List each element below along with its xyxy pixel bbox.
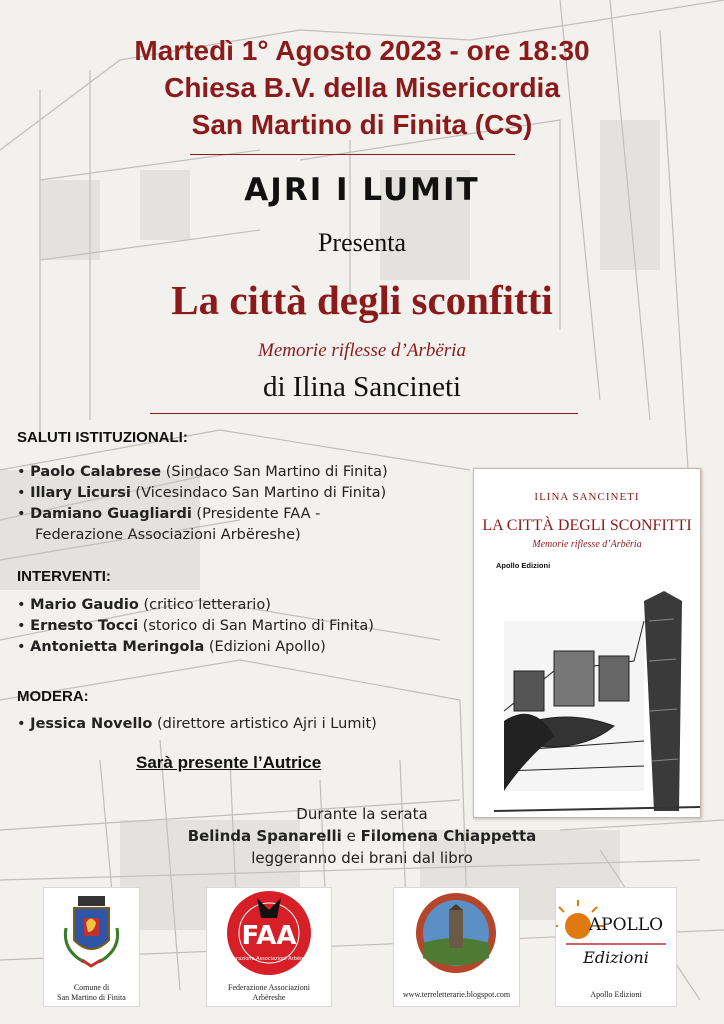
logo-faa xyxy=(206,887,332,1007)
list-item: • Antonietta Meringola (Edizioni Apollo) xyxy=(17,639,326,655)
speaker-role: (Vicesindaco San Martino di Finita) xyxy=(130,485,387,501)
speaker-role: (Presidente FAA - xyxy=(191,506,321,522)
list-item: • Paolo Calabrese (Sindaco San Martino di Finita) xyxy=(17,464,388,480)
list-item-continuation: Federazione Associazioni Arbëreshe) xyxy=(35,527,301,543)
list-item: • Illary Licursi (Vicesindaco San Martino di Finita) xyxy=(17,485,387,501)
logo-terre-letterarie xyxy=(393,887,520,1007)
list-item: • Jessica Novello (direttore artistico Ajri i Lumit) xyxy=(17,716,377,732)
coat-of-arms-icon xyxy=(44,888,139,978)
modera-heading: MODERA: xyxy=(17,688,89,705)
logo-caption: San Martino di Finita xyxy=(57,993,126,1002)
logo-caption: Federazione Associazioni xyxy=(228,983,310,992)
reading-intro: Durante la serata xyxy=(296,805,428,823)
cover-title: LA CITTÀ DEGLI SCONFITTI xyxy=(482,517,692,534)
saluti-list xyxy=(17,462,388,546)
list-item: • Damiano Guagliardi (Presidente FAA - xyxy=(17,506,321,522)
apollo-logo-script: Edizioni xyxy=(583,948,649,967)
speaker-role: (direttore artistico Ajri i Lumit) xyxy=(152,716,377,732)
faa-logo-ring-text: Federazione Associazioni Arbëreshe xyxy=(224,956,314,962)
book-cover xyxy=(473,468,701,818)
list-item: • Mario Gaudio (critico letterario) xyxy=(17,597,271,613)
speaker-role: (Sindaco San Martino di Finita) xyxy=(161,464,388,480)
terre-letterarie-logo-icon xyxy=(394,888,519,978)
reader-name: Filomena Chiappetta xyxy=(360,827,537,845)
logo-apollo xyxy=(555,887,677,1007)
presenta-label: Presenta xyxy=(317,228,407,257)
faa-logo-icon xyxy=(207,888,331,978)
cover-illustration xyxy=(494,561,700,817)
speaker-name: Paolo Calabrese xyxy=(30,464,162,480)
speaker-role: (storico di San Martino di Finita) xyxy=(138,618,374,634)
event-place-line: San Martino di Finita (CS) xyxy=(191,109,533,140)
interventi-list xyxy=(17,595,374,658)
cover-author: ILINA SANCINETI xyxy=(534,491,640,503)
logo-caption: Arbëreshe xyxy=(252,993,286,1002)
title-divider xyxy=(150,413,578,414)
event-venue-line: Chiesa B.V. della Misericordia xyxy=(164,72,560,103)
apollo-logo-text: APOLLO xyxy=(588,915,664,935)
cover-subtitle: Memorie riflesse d’Arbëria xyxy=(532,539,642,550)
modera-list xyxy=(17,714,377,735)
event-date-line: Martedì 1° Agosto 2023 - ore 18:30 xyxy=(134,35,590,66)
apollo-logo-icon xyxy=(556,888,676,978)
speaker-role: (Edizioni Apollo) xyxy=(204,639,326,655)
author-presence-note: Sarà presente l’Autrice xyxy=(136,753,322,772)
speaker-name: Ernesto Tocci xyxy=(30,618,139,634)
list-item: • Ernesto Tocci (storico di San Martino di Finita) xyxy=(17,618,374,634)
reader-conjunction: e xyxy=(341,827,361,845)
saluti-heading: SALUTI ISTITUZIONALI: xyxy=(17,429,188,446)
header-divider xyxy=(190,154,515,155)
speaker-name: Antonietta Meringola xyxy=(30,639,205,655)
reader-name: Belinda Spanarelli xyxy=(187,827,342,845)
speaker-name: Illary Licursi xyxy=(30,485,131,501)
book-title: La città degli sconfitti xyxy=(171,277,553,323)
speaker-role: (critico letterario) xyxy=(138,597,271,613)
interventi-heading: INTERVENTI: xyxy=(17,568,111,585)
organizer-name: AJRI I LUMIT xyxy=(244,172,480,208)
faa-logo-text: FAA xyxy=(241,921,297,951)
speaker-name: Jessica Novello xyxy=(30,716,153,732)
book-subtitle: Memorie riflesse d’Arbëria xyxy=(258,340,466,361)
cover-publisher: Apollo Edizioni xyxy=(496,561,551,570)
speaker-name: Damiano Guagliardi xyxy=(30,506,192,522)
reading-outro: leggeranno dei brani dal libro xyxy=(251,849,473,867)
reading-readers xyxy=(0,827,724,845)
speaker-name: Mario Gaudio xyxy=(30,597,139,613)
logo-comune xyxy=(43,887,140,1007)
logo-caption: Comune di xyxy=(73,983,110,992)
logo-caption: Apollo Edizioni xyxy=(590,990,642,999)
logo-caption: www.terreletterarie.blogspot.com xyxy=(402,990,511,999)
book-author-line: di Ilina Sancineti xyxy=(262,371,462,403)
